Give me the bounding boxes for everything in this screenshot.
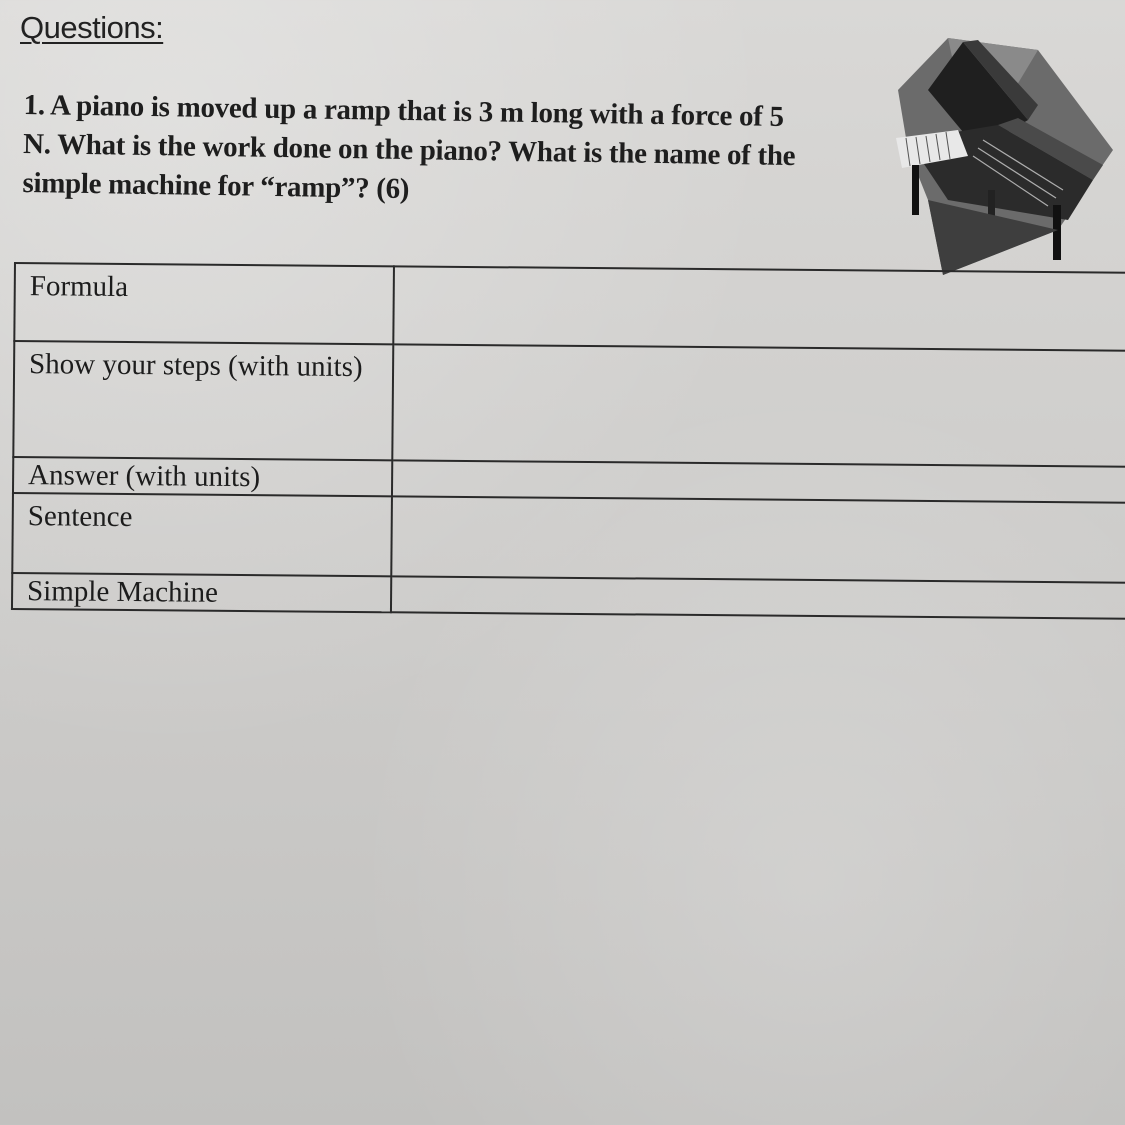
row-label: Simple Machine <box>12 573 391 612</box>
question-line: N. What is the work done on the piano? What is the name of the <box>22 127 796 173</box>
simple-machine-answer-cell[interactable] <box>391 576 1125 619</box>
table-row <box>12 493 1125 583</box>
row-label: Formula <box>14 263 393 344</box>
steps-answer-cell[interactable] <box>392 344 1125 467</box>
question-line: simple machine for “ramp”? (6) <box>22 166 410 206</box>
table-row <box>13 341 1125 467</box>
formula-answer-cell[interactable] <box>393 266 1125 351</box>
sentence-answer-cell[interactable] <box>391 496 1125 583</box>
grand-piano-icon <box>888 30 1123 280</box>
row-label: Sentence <box>12 493 391 576</box>
row-label: Show your steps (with units) <box>13 341 393 460</box>
question-line: 1. A piano is moved up a ramp that is 3 m long with a force of 5 <box>23 88 784 133</box>
answer-table <box>11 262 1125 620</box>
row-label: Answer (with units) <box>13 457 392 496</box>
page-heading: Questions: <box>20 10 164 45</box>
question-text <box>22 86 884 216</box>
table-row <box>14 263 1125 351</box>
